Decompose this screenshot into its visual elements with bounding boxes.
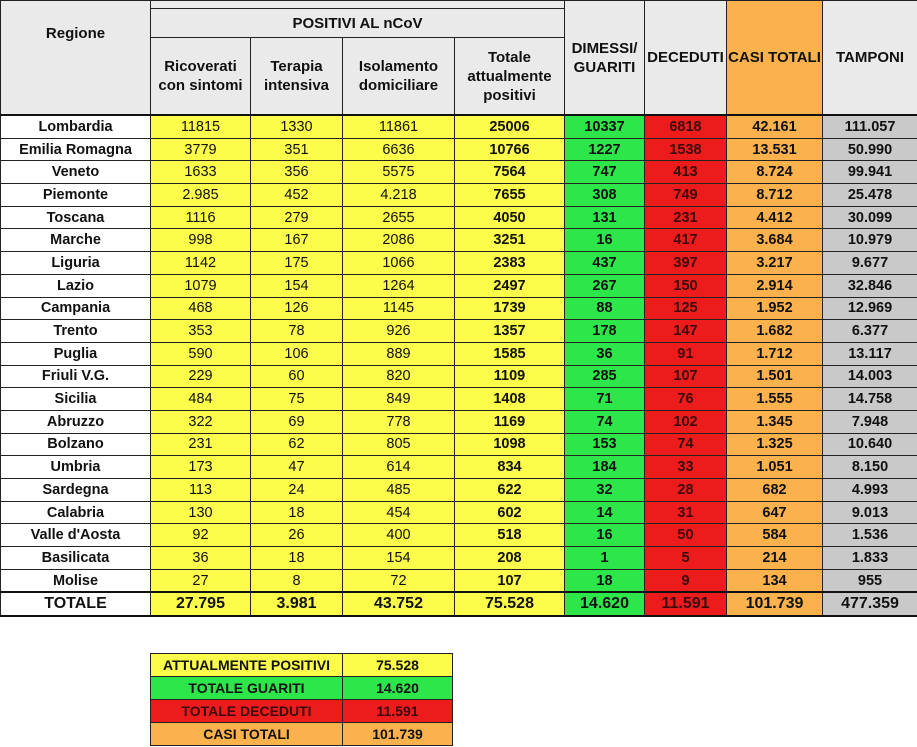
casi-totali-header: CASI TOTALI <box>727 1 823 116</box>
deceduti-cell: 413 <box>645 161 727 184</box>
deceduti-cell: 125 <box>645 297 727 320</box>
deceduti-cell: 5 <box>645 547 727 570</box>
region-name: Abruzzo <box>1 410 151 433</box>
region-name: Veneto <box>1 161 151 184</box>
table-body <box>1 115 917 592</box>
region-name: Umbria <box>1 456 151 479</box>
summary-row-casi-totali <box>151 723 453 746</box>
table-row <box>1 547 917 570</box>
table-totals <box>1 592 917 616</box>
dimessi-cell: 10337 <box>565 115 645 138</box>
totale-positivi-cell: 107 <box>455 569 565 592</box>
dimessi-cell: 71 <box>565 388 645 411</box>
terapia-cell: 1330 <box>251 115 343 138</box>
isolamento-cell: 889 <box>343 342 455 365</box>
dimessi-header: DIMESSI/ GUARITI <box>565 1 645 116</box>
region-name: Liguria <box>1 252 151 275</box>
dimessi-cell: 36 <box>565 342 645 365</box>
terapia-cell: 356 <box>251 161 343 184</box>
table-header <box>1 1 917 116</box>
ricoverati-cell: 36 <box>151 547 251 570</box>
deceduti-header: DECEDUTI <box>645 1 727 116</box>
terapia-cell: 78 <box>251 320 343 343</box>
region-name: Trento <box>1 320 151 343</box>
summary-value: 11.591 <box>343 700 453 723</box>
tamponi-cell: 32.846 <box>823 274 917 297</box>
ricoverati-cell: 229 <box>151 365 251 388</box>
casi-totali-cell: 1.952 <box>727 297 823 320</box>
tamponi-cell: 99.941 <box>823 161 917 184</box>
tamponi-cell: 13.117 <box>823 342 917 365</box>
isolamento-cell: 72 <box>343 569 455 592</box>
table-row <box>1 115 917 138</box>
totale-positivi-cell: 10766 <box>455 138 565 161</box>
isolamento-cell: 1145 <box>343 297 455 320</box>
region-name: Campania <box>1 297 151 320</box>
deceduti-cell: 91 <box>645 342 727 365</box>
totale-positivi-cell: 834 <box>455 456 565 479</box>
ricoverati-cell: 1116 <box>151 206 251 229</box>
totale-positivi-cell: 1585 <box>455 342 565 365</box>
deceduti-cell: 397 <box>645 252 727 275</box>
ricoverati-cell: 353 <box>151 320 251 343</box>
table-row <box>1 297 917 320</box>
terapia-cell: 69 <box>251 410 343 433</box>
summary-label: TOTALE DECEDUTI <box>151 700 343 723</box>
isolamento-cell: 5575 <box>343 161 455 184</box>
deceduti-cell: 150 <box>645 274 727 297</box>
region-name: Valle d'Aosta <box>1 524 151 547</box>
ricoverati-cell: 1633 <box>151 161 251 184</box>
terapia-cell: 24 <box>251 479 343 502</box>
dimessi-cell: 131 <box>565 206 645 229</box>
terapia-cell: 126 <box>251 297 343 320</box>
terapia-cell: 351 <box>251 138 343 161</box>
isolamento-cell: 154 <box>343 547 455 570</box>
ricoverati-cell: 322 <box>151 410 251 433</box>
tamponi-cell: 111.057 <box>823 115 917 138</box>
tamponi-header: TAMPONI <box>823 1 917 116</box>
summary-row-deceduti <box>151 700 453 723</box>
deceduti-cell: 417 <box>645 229 727 252</box>
dimessi-cell: 747 <box>565 161 645 184</box>
casi-totali-cell: 1.051 <box>727 456 823 479</box>
summary-table <box>150 653 453 746</box>
deceduti-cell: 28 <box>645 479 727 502</box>
table-row <box>1 388 917 411</box>
casi-totali-cell: 1.682 <box>727 320 823 343</box>
region-name: Emilia Romagna <box>1 138 151 161</box>
ricoverati-cell: 1079 <box>151 274 251 297</box>
totale-positivi-cell: 1739 <box>455 297 565 320</box>
totale-positivi-cell: 4050 <box>455 206 565 229</box>
isolamento-cell: 1264 <box>343 274 455 297</box>
region-header: Regione <box>1 1 151 116</box>
ricoverati-cell: 468 <box>151 297 251 320</box>
tamponi-cell: 25.478 <box>823 184 917 207</box>
dimessi-cell: 16 <box>565 229 645 252</box>
tamponi-cell: 10.979 <box>823 229 917 252</box>
positivi-group-header: POSITIVI AL nCoV <box>151 9 565 38</box>
dimessi-cell: 74 <box>565 410 645 433</box>
total-positivi: 75.528 <box>455 592 565 616</box>
terapia-cell: 452 <box>251 184 343 207</box>
ricoverati-cell: 92 <box>151 524 251 547</box>
dimessi-cell: 18 <box>565 569 645 592</box>
total-isolamento: 43.752 <box>343 592 455 616</box>
totals-row <box>1 592 917 616</box>
table-row <box>1 365 917 388</box>
totale-positivi-cell: 208 <box>455 547 565 570</box>
deceduti-cell: 74 <box>645 433 727 456</box>
totale-positivi-cell: 622 <box>455 479 565 502</box>
deceduti-cell: 33 <box>645 456 727 479</box>
tamponi-cell: 8.150 <box>823 456 917 479</box>
total-casi: 101.739 <box>727 592 823 616</box>
deceduti-cell: 147 <box>645 320 727 343</box>
totale-positivi-cell: 25006 <box>455 115 565 138</box>
dimessi-cell: 178 <box>565 320 645 343</box>
casi-totali-cell: 3.217 <box>727 252 823 275</box>
ricoverati-cell: 173 <box>151 456 251 479</box>
tamponi-cell: 7.948 <box>823 410 917 433</box>
isolamento-cell: 2655 <box>343 206 455 229</box>
tamponi-cell: 12.969 <box>823 297 917 320</box>
region-name: Molise <box>1 569 151 592</box>
isolamento-cell: 6636 <box>343 138 455 161</box>
totale-positivi-cell: 602 <box>455 501 565 524</box>
isolamento-header: Isolamento domiciliare <box>343 38 455 116</box>
summary-label: CASI TOTALI <box>151 723 343 746</box>
deceduti-cell: 50 <box>645 524 727 547</box>
ricoverati-cell: 11815 <box>151 115 251 138</box>
dimessi-cell: 285 <box>565 365 645 388</box>
totale-positivi-cell: 1408 <box>455 388 565 411</box>
tamponi-cell: 14.003 <box>823 365 917 388</box>
table-row <box>1 342 917 365</box>
casi-totali-cell: 647 <box>727 501 823 524</box>
casi-totali-cell: 1.501 <box>727 365 823 388</box>
summary-value: 14.620 <box>343 677 453 700</box>
deceduti-cell: 9 <box>645 569 727 592</box>
table-row <box>1 229 917 252</box>
dimessi-cell: 153 <box>565 433 645 456</box>
dimessi-cell: 437 <box>565 252 645 275</box>
isolamento-cell: 614 <box>343 456 455 479</box>
terapia-cell: 60 <box>251 365 343 388</box>
total-terapia: 3.981 <box>251 592 343 616</box>
isolamento-cell: 820 <box>343 365 455 388</box>
isolamento-cell: 2086 <box>343 229 455 252</box>
summary-value: 75.528 <box>343 654 453 677</box>
tamponi-cell: 1.833 <box>823 547 917 570</box>
ricoverati-cell: 998 <box>151 229 251 252</box>
terapia-cell: 75 <box>251 388 343 411</box>
table-row <box>1 274 917 297</box>
casi-totali-cell: 1.712 <box>727 342 823 365</box>
casi-totali-cell: 13.531 <box>727 138 823 161</box>
region-name: Puglia <box>1 342 151 365</box>
terapia-header: Terapia intensiva <box>251 38 343 116</box>
summary-label: TOTALE GUARITI <box>151 677 343 700</box>
deceduti-cell: 102 <box>645 410 727 433</box>
casi-totali-cell: 2.914 <box>727 274 823 297</box>
terapia-cell: 18 <box>251 501 343 524</box>
dimessi-cell: 1 <box>565 547 645 570</box>
casi-totali-cell: 1.555 <box>727 388 823 411</box>
region-name: Basilicata <box>1 547 151 570</box>
terapia-cell: 175 <box>251 252 343 275</box>
summary-value: 101.739 <box>343 723 453 746</box>
tamponi-cell: 30.099 <box>823 206 917 229</box>
ricoverati-cell: 1142 <box>151 252 251 275</box>
region-name: Friuli V.G. <box>1 365 151 388</box>
totale-positivi-cell: 7655 <box>455 184 565 207</box>
isolamento-cell: 454 <box>343 501 455 524</box>
totale-positivi-cell: 1357 <box>455 320 565 343</box>
tamponi-cell: 1.536 <box>823 524 917 547</box>
totale-positivi-cell: 1098 <box>455 433 565 456</box>
totale-positivi-cell: 1169 <box>455 410 565 433</box>
table-row <box>1 252 917 275</box>
totale-positivi-cell: 1109 <box>455 365 565 388</box>
casi-totali-cell: 8.724 <box>727 161 823 184</box>
isolamento-cell: 849 <box>343 388 455 411</box>
table-row <box>1 184 917 207</box>
tamponi-cell: 9.013 <box>823 501 917 524</box>
isolamento-cell: 1066 <box>343 252 455 275</box>
region-name: Lombardia <box>1 115 151 138</box>
dimessi-cell: 16 <box>565 524 645 547</box>
summary-label: ATTUALMENTE POSITIVI <box>151 654 343 677</box>
table-row <box>1 320 917 343</box>
terapia-cell: 8 <box>251 569 343 592</box>
dimessi-cell: 267 <box>565 274 645 297</box>
isolamento-cell: 11861 <box>343 115 455 138</box>
total-deceduti: 11.591 <box>645 592 727 616</box>
tamponi-cell: 4.993 <box>823 479 917 502</box>
terapia-cell: 18 <box>251 547 343 570</box>
ricoverati-cell: 3779 <box>151 138 251 161</box>
table-row <box>1 410 917 433</box>
casi-totali-cell: 214 <box>727 547 823 570</box>
totale-positivi-cell: 518 <box>455 524 565 547</box>
tamponi-cell: 14.758 <box>823 388 917 411</box>
casi-totali-cell: 42.161 <box>727 115 823 138</box>
table-row <box>1 433 917 456</box>
ricoverati-cell: 484 <box>151 388 251 411</box>
tamponi-cell: 955 <box>823 569 917 592</box>
tamponi-cell: 10.640 <box>823 433 917 456</box>
dimessi-cell: 32 <box>565 479 645 502</box>
totals-label: TOTALE <box>1 592 151 616</box>
deceduti-cell: 6818 <box>645 115 727 138</box>
ricoverati-cell: 2.985 <box>151 184 251 207</box>
casi-totali-cell: 1.345 <box>727 410 823 433</box>
isolamento-cell: 926 <box>343 320 455 343</box>
total-ricoverati: 27.795 <box>151 592 251 616</box>
deceduti-cell: 76 <box>645 388 727 411</box>
isolamento-cell: 805 <box>343 433 455 456</box>
dimessi-cell: 88 <box>565 297 645 320</box>
totale-positivi-cell: 2497 <box>455 274 565 297</box>
table-row <box>1 456 917 479</box>
terapia-cell: 279 <box>251 206 343 229</box>
table-row <box>1 524 917 547</box>
table-row <box>1 501 917 524</box>
totale-positivi-cell: 7564 <box>455 161 565 184</box>
region-name: Marche <box>1 229 151 252</box>
summary-row-positivi <box>151 654 453 677</box>
casi-totali-cell: 3.684 <box>727 229 823 252</box>
table-row <box>1 479 917 502</box>
table-row <box>1 161 917 184</box>
total-dimessi: 14.620 <box>565 592 645 616</box>
ricoverati-cell: 27 <box>151 569 251 592</box>
ricoverati-cell: 231 <box>151 433 251 456</box>
isolamento-cell: 400 <box>343 524 455 547</box>
totale-positivi-cell: 3251 <box>455 229 565 252</box>
terapia-cell: 62 <box>251 433 343 456</box>
region-name: Piemonte <box>1 184 151 207</box>
casi-totali-cell: 584 <box>727 524 823 547</box>
deceduti-cell: 1538 <box>645 138 727 161</box>
terapia-cell: 167 <box>251 229 343 252</box>
dimessi-cell: 1227 <box>565 138 645 161</box>
region-name: Sardegna <box>1 479 151 502</box>
casi-totali-cell: 1.325 <box>727 433 823 456</box>
totale-positivi-header: Totale attualmente positivi <box>455 38 565 116</box>
isolamento-cell: 778 <box>343 410 455 433</box>
casi-totali-cell: 8.712 <box>727 184 823 207</box>
table-row <box>1 569 917 592</box>
totale-positivi-cell: 2383 <box>455 252 565 275</box>
header-spacer <box>151 1 565 9</box>
table-row <box>1 206 917 229</box>
region-name: Calabria <box>1 501 151 524</box>
ricoverati-cell: 590 <box>151 342 251 365</box>
table-row <box>1 138 917 161</box>
deceduti-cell: 107 <box>645 365 727 388</box>
dimessi-cell: 184 <box>565 456 645 479</box>
dimessi-cell: 14 <box>565 501 645 524</box>
terapia-cell: 47 <box>251 456 343 479</box>
terapia-cell: 154 <box>251 274 343 297</box>
region-name: Sicilia <box>1 388 151 411</box>
deceduti-cell: 231 <box>645 206 727 229</box>
casi-totali-cell: 134 <box>727 569 823 592</box>
total-tamponi: 477.359 <box>823 592 917 616</box>
ricoverati-header: Ricoverati con sintomi <box>151 38 251 116</box>
tamponi-cell: 6.377 <box>823 320 917 343</box>
isolamento-cell: 4.218 <box>343 184 455 207</box>
dimessi-cell: 308 <box>565 184 645 207</box>
tamponi-cell: 50.990 <box>823 138 917 161</box>
casi-totali-cell: 4.412 <box>727 206 823 229</box>
deceduti-cell: 749 <box>645 184 727 207</box>
ricoverati-cell: 113 <box>151 479 251 502</box>
region-name: Toscana <box>1 206 151 229</box>
deceduti-cell: 31 <box>645 501 727 524</box>
isolamento-cell: 485 <box>343 479 455 502</box>
region-name: Bolzano <box>1 433 151 456</box>
casi-totali-cell: 682 <box>727 479 823 502</box>
terapia-cell: 26 <box>251 524 343 547</box>
region-name: Lazio <box>1 274 151 297</box>
tamponi-cell: 9.677 <box>823 252 917 275</box>
summary-row-guariti <box>151 677 453 700</box>
terapia-cell: 106 <box>251 342 343 365</box>
ricoverati-cell: 130 <box>151 501 251 524</box>
